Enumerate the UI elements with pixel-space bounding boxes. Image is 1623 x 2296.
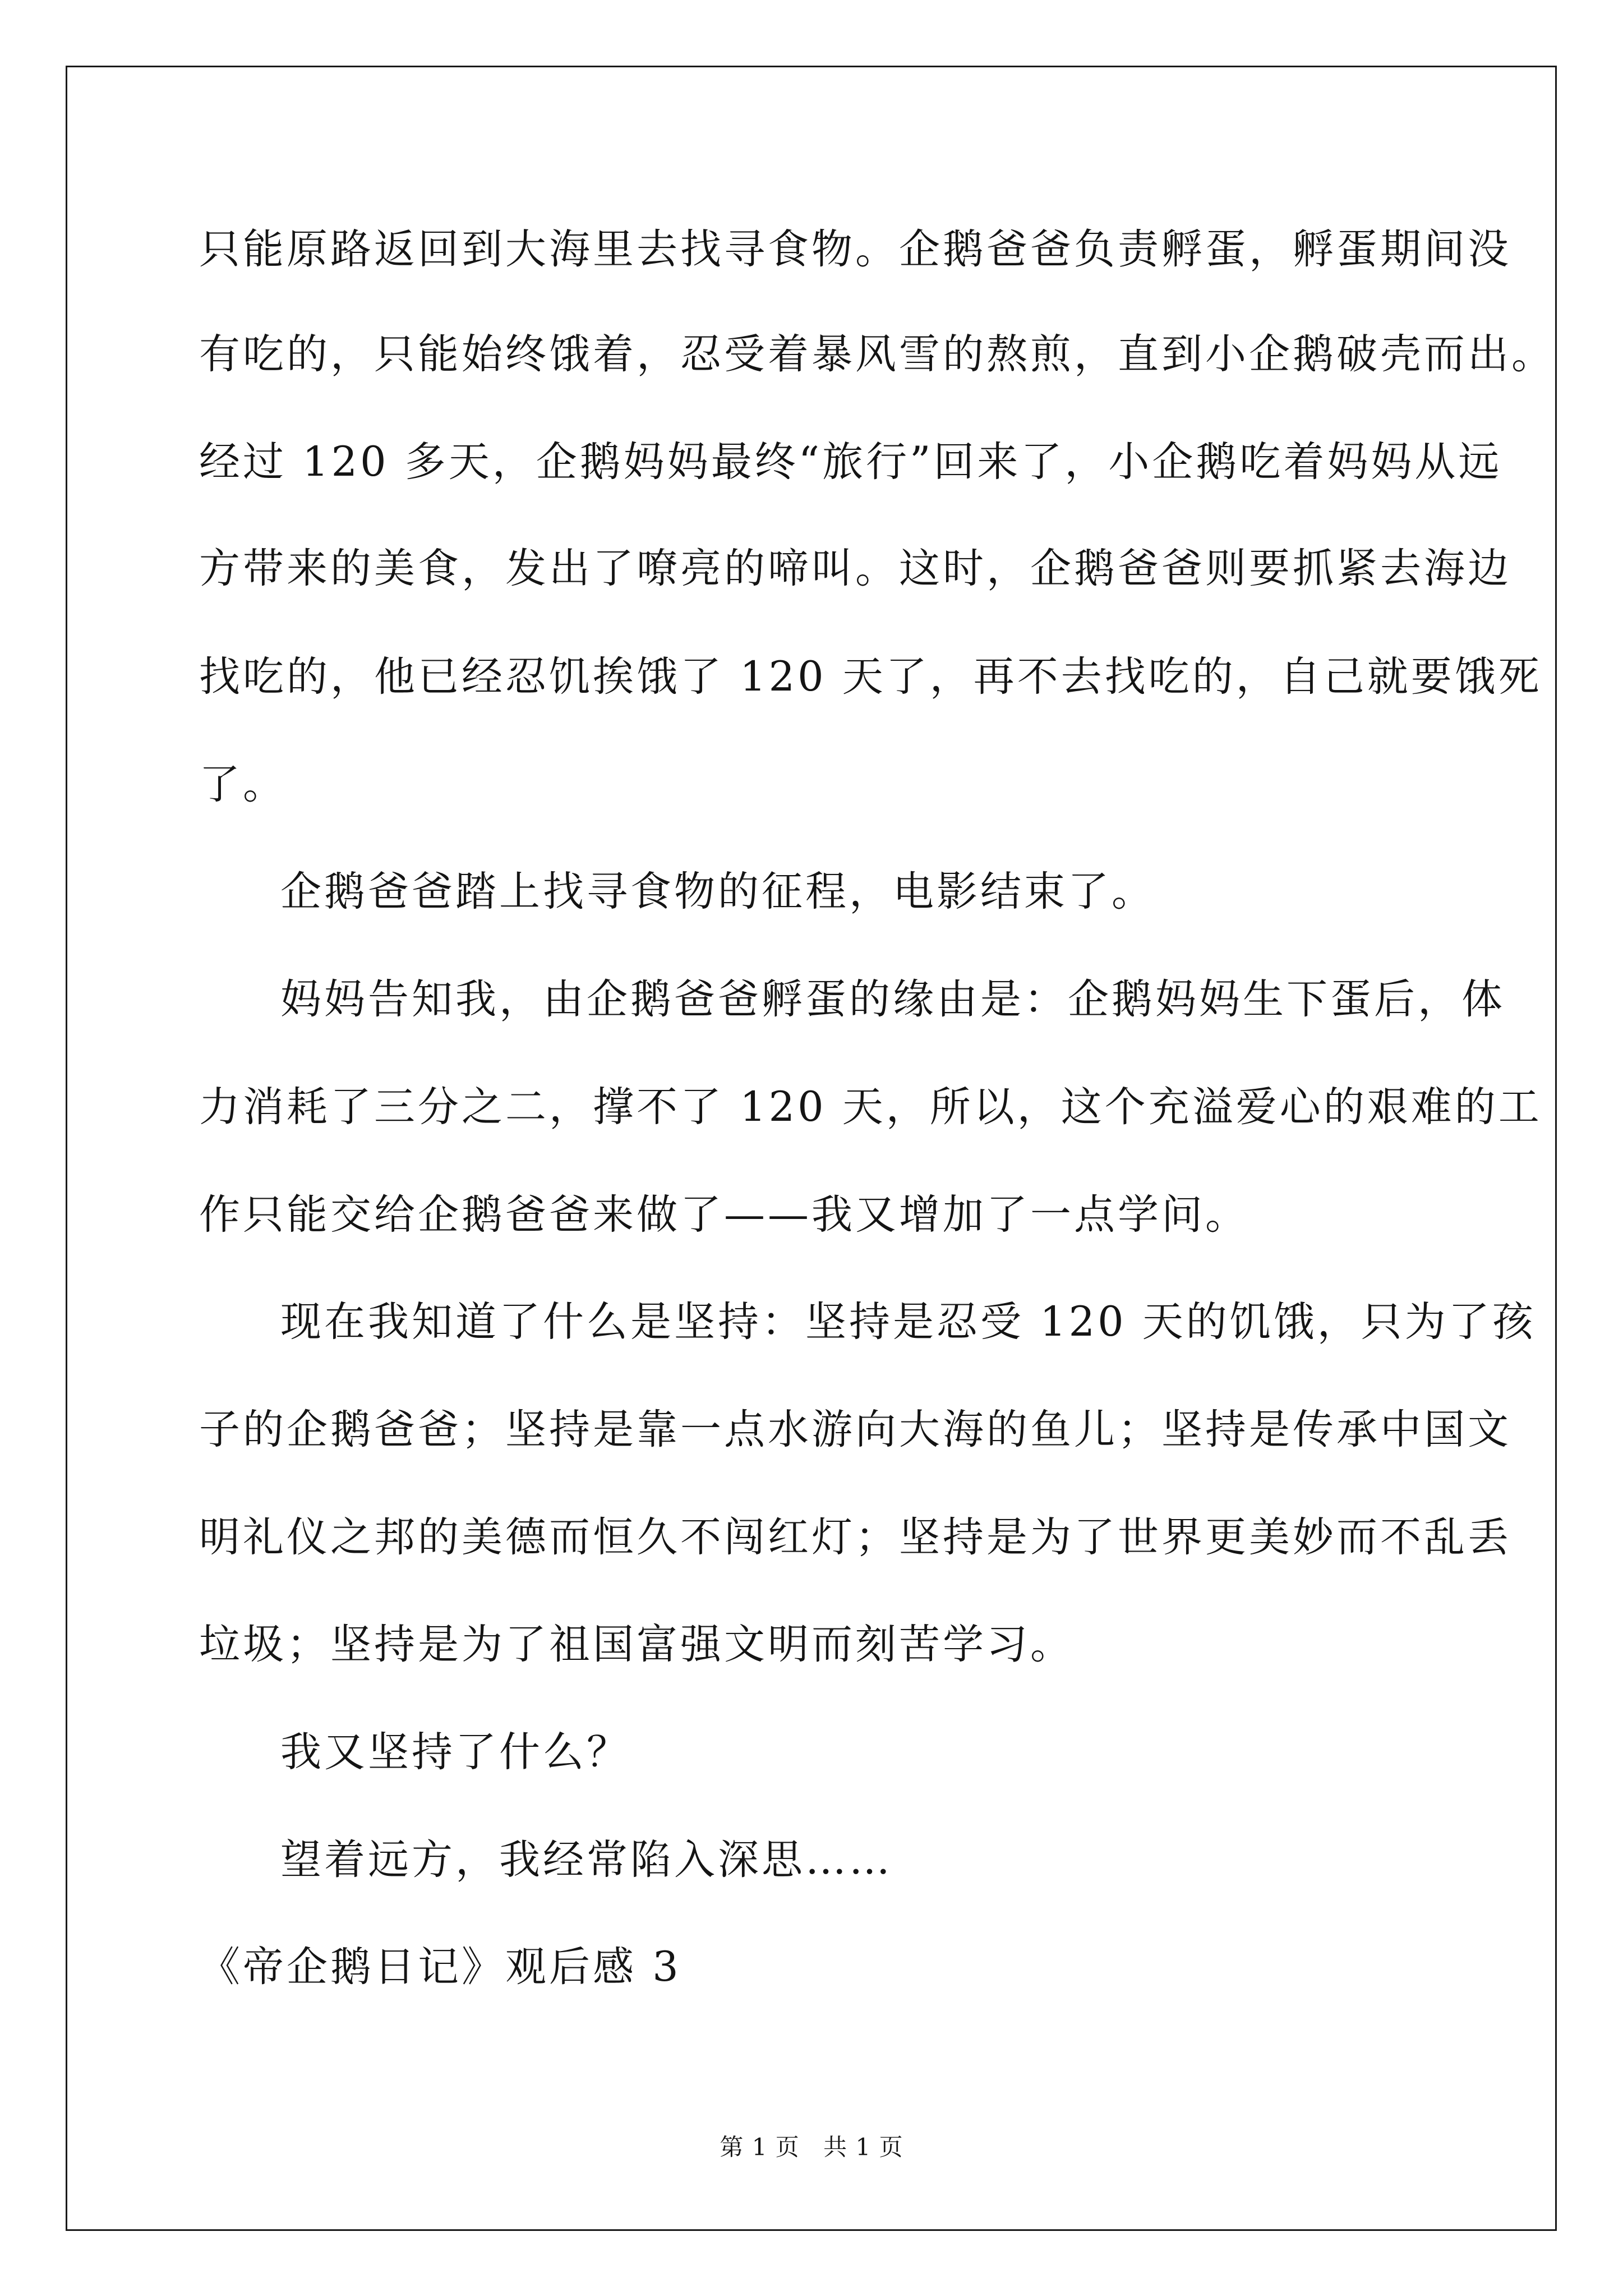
paragraph-first-line: 妈妈告知我，由企鹅爸爸孵蛋的缘由是：企鹅妈妈生下蛋后，体 bbox=[280, 976, 1505, 1023]
text-line: 只能原路返回到大海里去找寻食物。企鹅爸爸负责孵蛋，孵蛋期间没 bbox=[199, 226, 1511, 273]
section-heading: 《帝企鹅日记》观后感 3 bbox=[199, 1943, 681, 1991]
text-line: 垃圾；坚持是为了祖国富强文明而刻苦学习。 bbox=[199, 1621, 1074, 1668]
paragraph-first-line: 现在我知道了什么是坚持：坚持是忍受 120 天的饥饿，只为了孩 bbox=[280, 1298, 1536, 1346]
text-line: 了。 bbox=[199, 761, 287, 808]
page-number: 第 1 页 bbox=[720, 2133, 800, 2161]
paragraph-first-line: 望着远方，我经常陷入深思…… bbox=[280, 1836, 893, 1884]
page-count: 共 1 页 bbox=[823, 2133, 903, 2161]
page-footer bbox=[0, 2129, 1623, 2162]
text-line: 有吃的，只能始终饿着，忍受着暴风雪的熬煎，直到小企鹅破壳而出。 bbox=[199, 330, 1555, 378]
text-line: 找吃的，他已经忍饥挨饿了 120 天了，再不去找吃的，自己就要饿死 bbox=[199, 653, 1542, 701]
page-border bbox=[66, 66, 1557, 2231]
text-line: 作只能交给企鹅爸爸来做了——我又增加了一点学问。 bbox=[199, 1191, 1249, 1239]
text-line: 方带来的美食，发出了嘹亮的啼叫。这时，企鹅爸爸则要抓紧去海边 bbox=[199, 545, 1511, 592]
text-line: 力消耗了三分之二，撑不了 120 天，所以，这个充溢爱心的艰难的工 bbox=[199, 1083, 1542, 1131]
paragraph-first-line: 企鹅爸爸踏上找寻食物的征程，电影结束了。 bbox=[280, 868, 1155, 915]
text-line: 子的企鹅爸爸；坚持是靠一点水游向大海的鱼儿；坚持是传承中国文 bbox=[199, 1406, 1511, 1453]
text-line: 经过 120 多天，企鹅妈妈最终“旅行”回来了，小企鹅吃着妈妈从远 bbox=[199, 438, 1502, 486]
paragraph-first-line: 我又坚持了什么？ bbox=[280, 1728, 630, 1776]
text-line: 明礼仪之邦的美德而恒久不闯红灯；坚持是为了世界更美妙而不乱丢 bbox=[199, 1513, 1511, 1561]
